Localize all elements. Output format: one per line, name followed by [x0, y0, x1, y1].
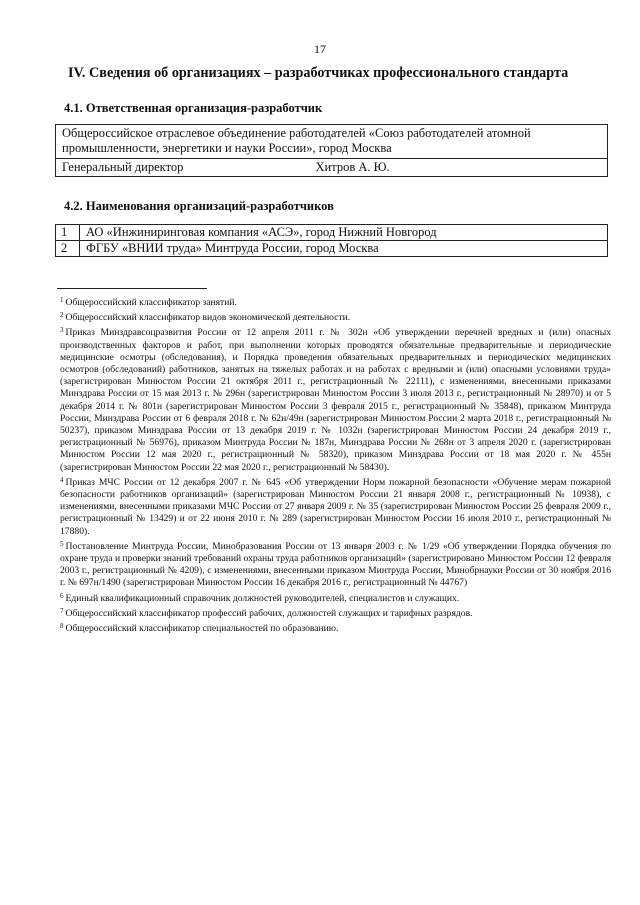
developer-org-name: ФГБУ «ВНИИ труда» Минтруда России, город Москва [80, 241, 608, 257]
responsible-org-line-1: Общероссийское отраслевое объединение работодателей «Союз работодателей атомной [62, 126, 531, 140]
footnote-mark: 4 [60, 475, 64, 484]
responsible-org-row [56, 125, 608, 159]
developer-org-name: АО «Инжиниринговая компания «АСЭ», город Нижний Новгород [80, 225, 608, 241]
footnote-mark: 3 [60, 326, 64, 335]
footnote-mark: 6 [60, 591, 64, 600]
responsible-org-cell [56, 125, 608, 159]
footnote [60, 294, 611, 309]
footnote-mark: 2 [60, 311, 64, 320]
footnote [60, 538, 611, 590]
footnote-text: Приказ МЧС России от 12 декабря 2007 г. № 645 «Об утверждении Норм пожарной безопасности «Обучение мерам пожарной безопасности работников организаций» (зарегистрирован Минюстом России 21 января 2008 г., регистрационный № 10938), с изменениями, внесенными приказами МЧС России от 27 января 2009 г. № 35 (зарегистрирован Минюстом России 25 февраля 2009 г., регистрационный № 13429) и от 22 июня 2010 г. № 289 (зарегистрирован Минюстом России 16 июля 2010 г., регистрационный № 17880). [60, 476, 611, 537]
footnote-text: Общероссийский классификатор специальностей по образованию. [65, 623, 339, 635]
footnote-text: Общероссийский классификатор профессий рабочих, должностей служащих и тарифных разрядов. [65, 607, 473, 619]
row-number: 1 [56, 225, 80, 241]
footnote-text: Единый квалификационный справочник должностей руководителей, специалистов и служащих. [65, 592, 460, 604]
footnote-text: Общероссийский классификатор занятий. [65, 297, 237, 308]
footnote [60, 620, 611, 635]
responsible-org-line-2: промышленности, энергетики и науки России», город Москва [62, 141, 392, 155]
director-name: Хитров А. Ю. [315, 160, 390, 174]
footnote-text: Приказ Минздравсоцразвития России от 12 апреля 2011 г. № 302н «Об утверждении перечней вредных и (или) опасных производственных факторов и работ, при выполнении которых проводятся обязательные предварительные и периодические медицинские осмотры (обследования), и Порядка проведения обязательных предварительных и периодических медицинских осмотров (обследований) работников, занятых на тяжелых работах и на работах с вредными и (или) опасными условиями труда» (зарегистрирован Минюстом России 21 октября 2011 г., регистрационный № 22111), с изменениями, внесенными приказами Минздрава России от 15 мая 2013 г. № 296н (зарегистрирован Минюстом России 3 июля 2013 г., регистрационный № 28970) и от 5 декабря 2014 г. № 801н (зарегистрирован Минюстом России 3 февраля 2015 г., регистрационный № 35848), приказом Минтруда России, Минздрава России от 6 февраля 2018 г. № 62н/49н (зарегистрирован Минюстом России 2 марта 2018 г., регистрационный № 50237), приказом Минздрава России от 13 декабря 2019 г. № 1032н (зарегистрирован Минюстом России 24 декабря 2019 г., регистрационный № 56976), приказом Минтруда России № 187н, Минздрава России № 268н от 3 апреля 2020 г. (зарегистрирован Минюстом России 12 мая 2020 г., регистрационный № 58320), приказом Минздрава России от 18 мая 2020 г. № 455н (зарегистрирован Минюстом России 22 мая 2020 г., регистрационный № 58430). [60, 327, 611, 473]
footnotes [60, 294, 611, 635]
table-row [56, 241, 608, 257]
footnote [60, 309, 611, 324]
footnote-mark: 1 [60, 296, 64, 304]
section-title: IV. Сведения об организациях – разработчиках профессионального стандарта [68, 65, 569, 81]
footnote-mark: 7 [60, 606, 64, 615]
developer-orgs-table [55, 224, 608, 257]
subsection-heading-developers: 4.2. Наименования организаций-разработчиков [64, 199, 334, 213]
footnote [60, 324, 611, 473]
footnote [60, 605, 611, 620]
director-title: Генеральный директор [62, 160, 184, 174]
page-number: 17 [314, 42, 326, 56]
footnote-separator [57, 288, 207, 289]
footnote-text: Постановление Минтруда России, Минобразования России от 13 января 2003 г. № 1/29 «Об утверждении Порядка обучения по охране труда и проверки знаний требований охраны труда работников организаций» (зарегистрировано Минюстом России 12 февраля 2003 г., регистрационный № 4209), с изменениями, внесенными приказом Минтруда России, Минобрнауки России от 30 ноября 2016 г. № 697н/1490 (зарегистрирован Минюстом России 16 декабря 2016 г., регистрационный № 44767) [60, 540, 611, 589]
footnote-mark: 5 [60, 539, 64, 548]
director-cell [56, 159, 608, 177]
footnote [60, 474, 611, 538]
row-number: 2 [56, 241, 80, 257]
subsection-heading-responsible: 4.1. Ответственная организация-разработчик [64, 101, 323, 115]
table-row [56, 225, 608, 241]
footnote-text: Общероссийский классификатор видов экономической деятельности. [65, 312, 351, 324]
director-row [56, 159, 608, 177]
footnote-mark: 8 [60, 622, 64, 631]
responsible-org-table [55, 124, 608, 177]
footnote [60, 590, 611, 605]
